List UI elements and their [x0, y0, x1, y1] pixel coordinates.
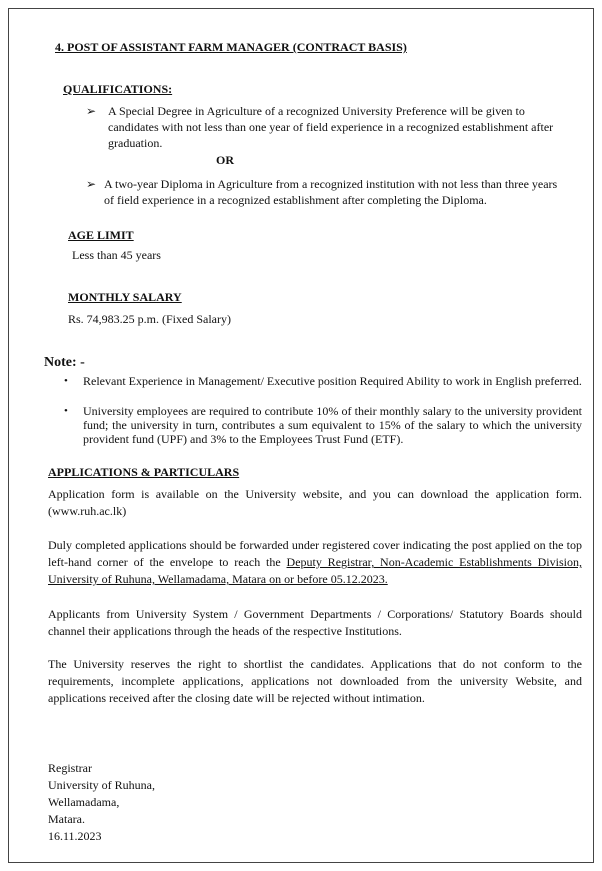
- signature-block: [48, 760, 155, 845]
- applications-para-channel: Applicants from University System / Government Departments / Corporations/ Statutory Boards should channel their applications through the heads of the respective Institutions.: [48, 607, 582, 638]
- applications-para-shortlist: The University reserves the right to shortlist the candidates. Applications that do not conform to the requirements, incomplete applications, applications not downloaded from the university Website, and applications received after the closing date will be rejected without intimation.: [48, 657, 582, 705]
- submission-text: Duly completed applications should be forwarded under registered cover indicating the post applied on the top left-hand corner of the envelope to reach the: [48, 538, 582, 569]
- qualifications-heading: QUALIFICATIONS:: [63, 82, 173, 96]
- note-heading: Note: -: [44, 355, 85, 370]
- note-item-experience: Relevant Experience in Management/ Executive position Required Ability to work in English preferred.: [83, 374, 582, 388]
- note-item-provident-fund: University employees are required to contribute 10% of their monthly salary to the university provident fund; the university in turn, contributes a sum equivalent to 15% of the salary to which the university provident fund (UPF) and 3% to the Employees Trust Fund (ETF).: [83, 404, 582, 446]
- post-heading: 4. POST OF ASSISTANT FARM MANAGER (CONTRACT BASIS): [55, 40, 407, 54]
- signature-title: Registrar: [48, 761, 92, 775]
- applications-para-submission: [48, 537, 582, 588]
- signature-city: Matara.: [48, 812, 85, 826]
- signature-university: University of Ruhuna,: [48, 778, 155, 792]
- age-limit-value: Less than 45 years: [72, 248, 161, 262]
- signature-date: 16.11.2023: [48, 829, 102, 843]
- qualification-item-diploma: A two-year Diploma in Agriculture from a recognized institution with not less than three years of field experience in a recognized establishment after completing the Diploma.: [104, 177, 558, 207]
- bullet-icon: •: [64, 405, 68, 417]
- arrow-bullet-icon: ➢: [86, 104, 97, 118]
- qualification-or: OR: [216, 153, 234, 167]
- age-limit-heading: AGE LIMIT: [68, 228, 134, 242]
- monthly-salary-value: Rs. 74,983.25 p.m. (Fixed Salary): [68, 312, 231, 326]
- monthly-salary-heading: MONTHLY SALARY: [68, 290, 182, 304]
- arrow-bullet-icon: ➢: [86, 177, 97, 191]
- submission-address: Deputy Registrar, Non-Academic Establishments Division, University of Ruhuna, Wellamadama, Matara on or before 05.12.2023.: [48, 555, 582, 586]
- bullet-icon: •: [64, 375, 68, 387]
- applications-heading: APPLICATIONS & PARTICULARS: [48, 465, 240, 479]
- signature-town: Wellamadama,: [48, 795, 120, 809]
- applications-para-form: Application form is available on the University website, and you can download the application form. (www.ruh.ac.lk): [48, 487, 582, 518]
- qualification-item-degree: A Special Degree in Agriculture of a recognized University Preference will be given to candidates with not less than one year of field experience in a recognized establishment after graduation.: [108, 104, 554, 150]
